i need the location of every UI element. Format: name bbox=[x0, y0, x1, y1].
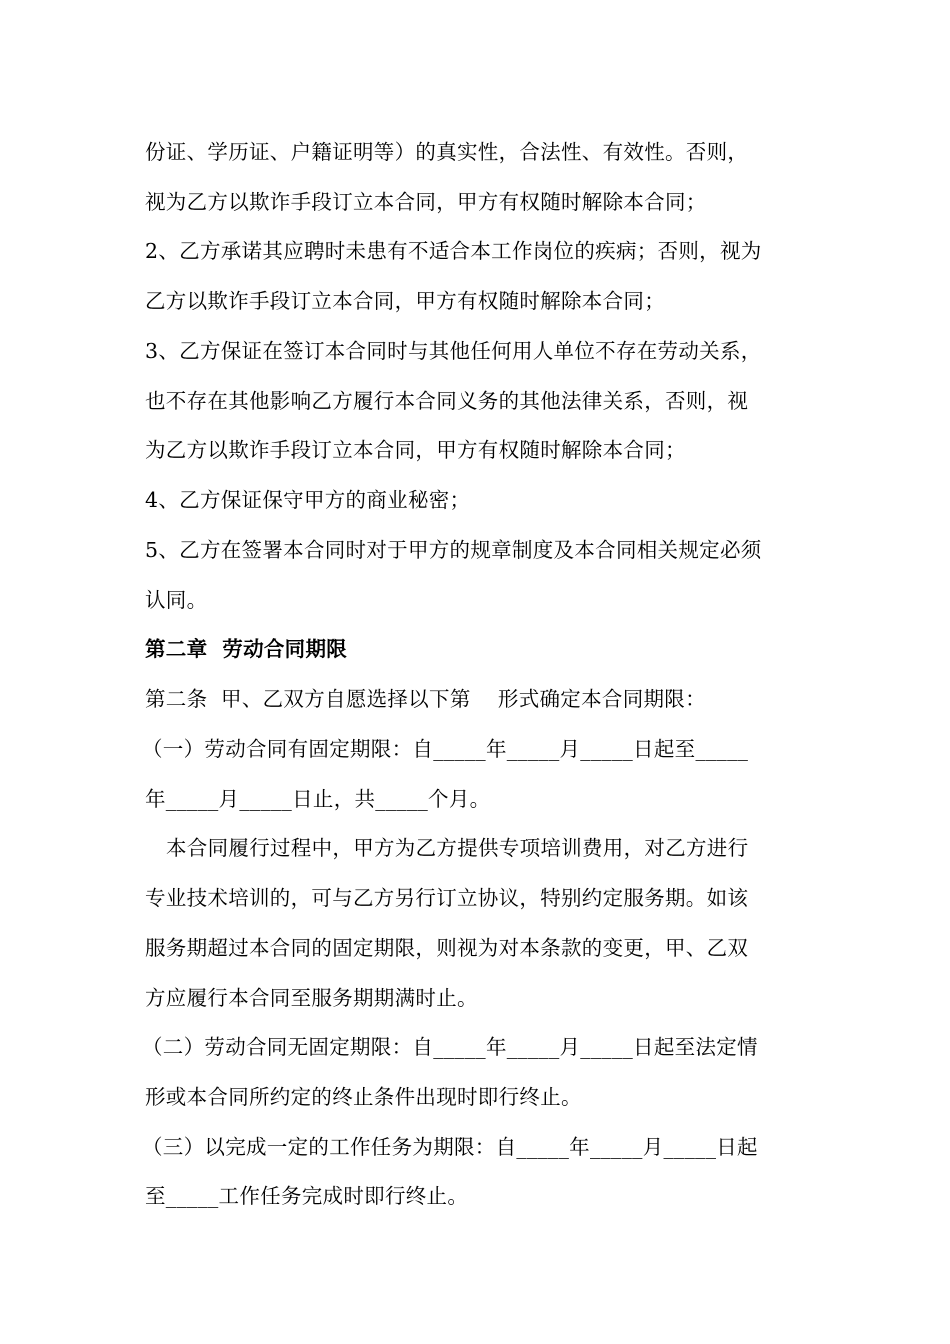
paragraph-line: 也不存在其他影响乙方履行本合同义务的其他法律关系，否则，视 bbox=[145, 389, 749, 413]
paragraph-line: 2、乙方承诺其应聘时未患有不适合本工作岗位的疾病；否则，视为 bbox=[145, 239, 762, 263]
paragraph-line: 3、乙方保证在签订本合同时与其他任何用人单位不存在劳动关系， bbox=[145, 339, 762, 363]
paragraph-line: （三）以完成一定的工作任务为期限：自_____年_____月_____日起 bbox=[142, 1135, 758, 1159]
paragraph-line: （一）劳动合同有固定期限：自_____年_____月_____日起至_____ bbox=[142, 737, 749, 761]
paragraph-line: 5、乙方在签署本合同时对于甲方的规章制度及本合同相关规定必须 bbox=[145, 538, 762, 562]
paragraph-line: 份证、学历证、户籍证明等）的真实性，合法性、有效性。否则， bbox=[145, 140, 749, 164]
paragraph-line: （二）劳动合同无固定期限：自_____年_____月_____日起至法定情 bbox=[142, 1035, 758, 1059]
chapter-heading: 第二章 劳动合同期限 bbox=[145, 637, 348, 661]
paragraph-line: 4、乙方保证保守甲方的商业秘密； bbox=[145, 488, 471, 512]
paragraph-line: 方应履行本合同至服务期期满时止。 bbox=[145, 986, 478, 1010]
paragraph-line: 至_____工作任务完成时即行终止。 bbox=[145, 1184, 469, 1208]
paragraph-line: 乙方以欺诈手段订立本合同，甲方有权随时解除本合同； bbox=[145, 289, 665, 313]
paragraph-line: 认同。 bbox=[145, 588, 208, 612]
paragraph-line: 为乙方以欺诈手段订立本合同，甲方有权随时解除本合同； bbox=[145, 438, 686, 462]
paragraph-line: 本合同履行过程中，甲方为乙方提供专项培训费用，对乙方进行 bbox=[166, 836, 749, 860]
paragraph-line: 年_____月_____日止，共_____个月。 bbox=[145, 787, 491, 811]
paragraph-line: 视为乙方以欺诈手段订立本合同，甲方有权随时解除本合同； bbox=[145, 190, 707, 214]
paragraph-line: 专业技术培训的，可与乙方另行订立协议，特别约定服务期。如该 bbox=[145, 886, 749, 910]
paragraph-line: 形或本合同所约定的终止条件出现时即行终止。 bbox=[145, 1085, 582, 1109]
paragraph-line: 服务期超过本合同的固定期限，则视为对本条款的变更，甲、乙双 bbox=[145, 936, 749, 960]
article-title: 第二条 甲、乙双方自愿选择以下第 形式确定本合同期限： bbox=[145, 687, 706, 711]
